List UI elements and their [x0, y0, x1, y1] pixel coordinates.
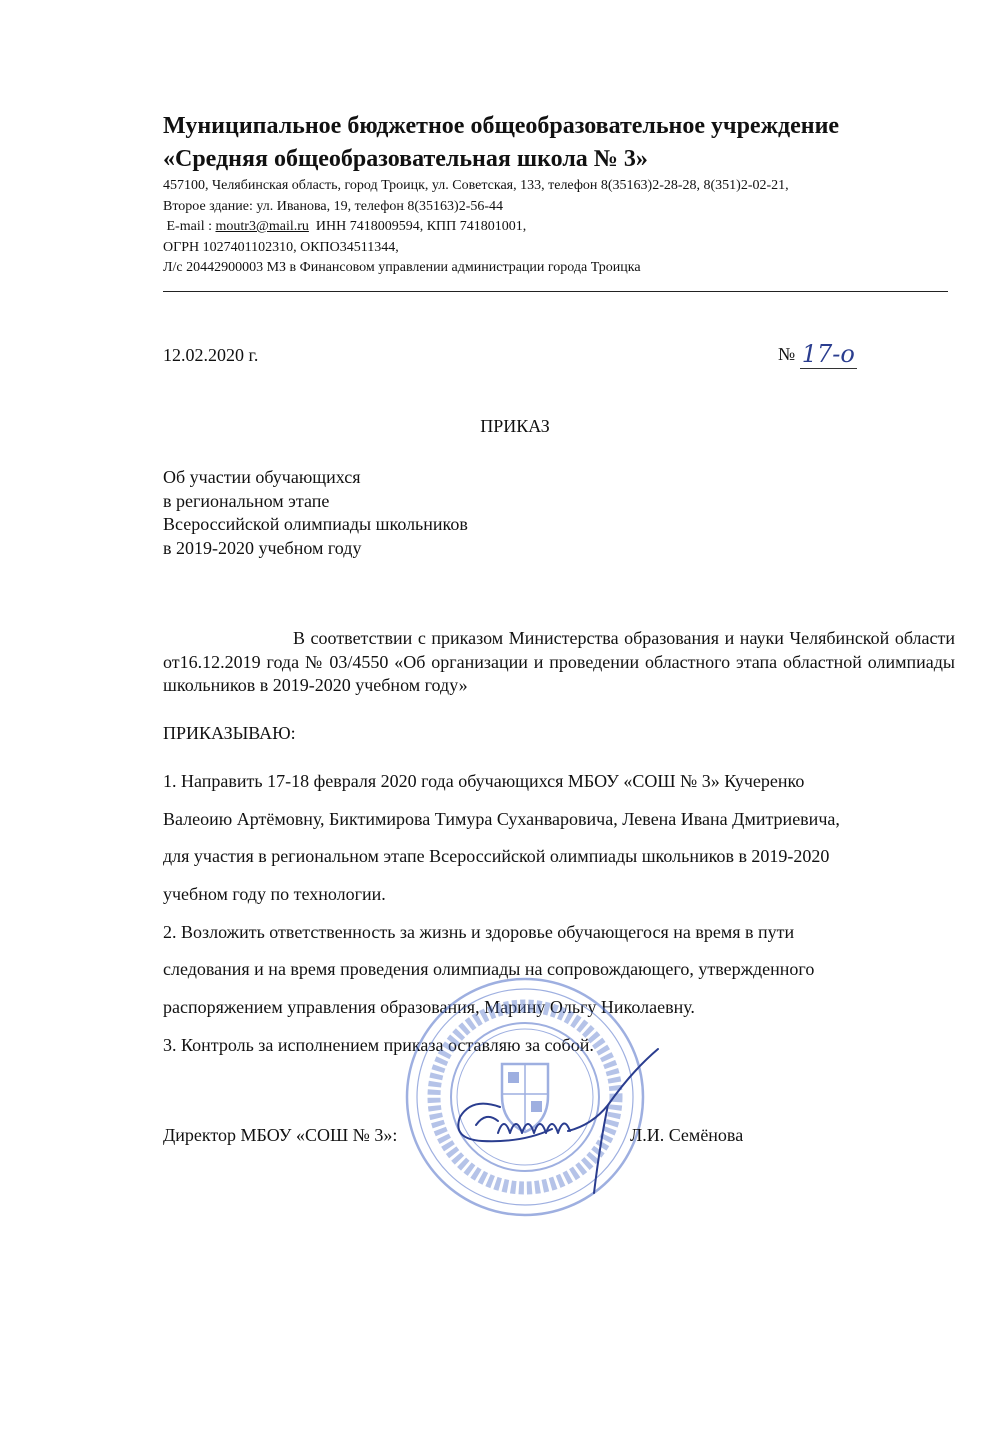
subject-line: Об участии обучающихся [163, 467, 361, 487]
subject-line: в 2019-2020 учебном году [163, 537, 362, 558]
document-number [778, 340, 857, 369]
ogrn-line: ОГРН 1027401102310, ОКПО34511344, [163, 239, 399, 255]
order-subject [163, 466, 563, 560]
header-divider [163, 291, 948, 292]
preamble-text: В соответствии с приказом Министерства образования и науки Челябинской области от16.12.2019 года № 03/4550 «Об организации и проведении областного этапа областной олимпиады школьников в 2019-2020 учебном году» [163, 628, 955, 695]
second-building-line: Второе здание: ул. Иванова, 19, телефон 8(35163)2-56-44 [163, 198, 504, 214]
order-item-line: 2. Возложить ответственность за жизнь и здоровье обучающегося на время в пути [163, 921, 795, 942]
handwritten-number: 17-о [801, 340, 855, 368]
order-item-line: 1. Направить 17-18 февраля 2020 года обучающихся МБОУ «СОШ № 3» Кучеренко [163, 771, 805, 791]
order-item-line: для участия в региональном этапе Всероссийской олимпиады школьников в 2019-2020 [163, 846, 830, 867]
signer-role: Директор МБОУ «СОШ № 3»: [163, 1125, 398, 1145]
order-item-line: следования и на время проведения олимпиады на сопровождающего, утвержденного [163, 959, 815, 980]
director-signature [440, 1045, 680, 1195]
order-word: ПРИКАЗЫВАЮ: [163, 723, 296, 743]
order-item-line: Валеоию Артёмовну, Биктимирова Тимура Суханваровича, Левена Ивана Дмитриевича, [163, 808, 840, 829]
organization-details [163, 176, 963, 279]
subject-line: в региональном этапе [163, 490, 330, 511]
email-inn-line [163, 217, 963, 238]
organization-name-line-1: Муниципальное бюджетное общеобразовательное учреждение [163, 113, 840, 139]
preamble-paragraph [163, 627, 955, 698]
document-date: 12.02.2020 г. [163, 345, 259, 365]
order-item-line: учебном году по технологии. [163, 884, 386, 905]
email-link[interactable]: moutr3@mail.ru [215, 219, 309, 234]
email-label: E-mail : [166, 219, 212, 234]
subject-line: Всероссийской олимпиады школьников [163, 514, 468, 534]
address-line: 457100, Челябинская область, город Троицк, ул. Советская, 133, телефон 8(35163)2-28-28, 8(351)2-02-21, [163, 178, 789, 193]
inn-kpp: ИНН 7418009594, КПП 741801001, [315, 219, 527, 234]
signer-name: Л.И. Семёнова [630, 1125, 744, 1145]
number-sign: № [778, 344, 796, 364]
account-line: Л/с 20442900003 МЗ в Финансовом управлении администрации города Троицка [163, 260, 641, 275]
order-item-line: распоряжением управления образования, Марину Ольгу Николаевну. [163, 997, 695, 1018]
organization-name [163, 110, 963, 176]
organization-name-line-2: «Средняя общеобразовательная школа № 3» [163, 146, 648, 172]
document-type: ПРИКАЗ [480, 416, 550, 436]
order-item-line: 3. Контроль за исполнением приказа оставляю за собой. [163, 1034, 594, 1055]
